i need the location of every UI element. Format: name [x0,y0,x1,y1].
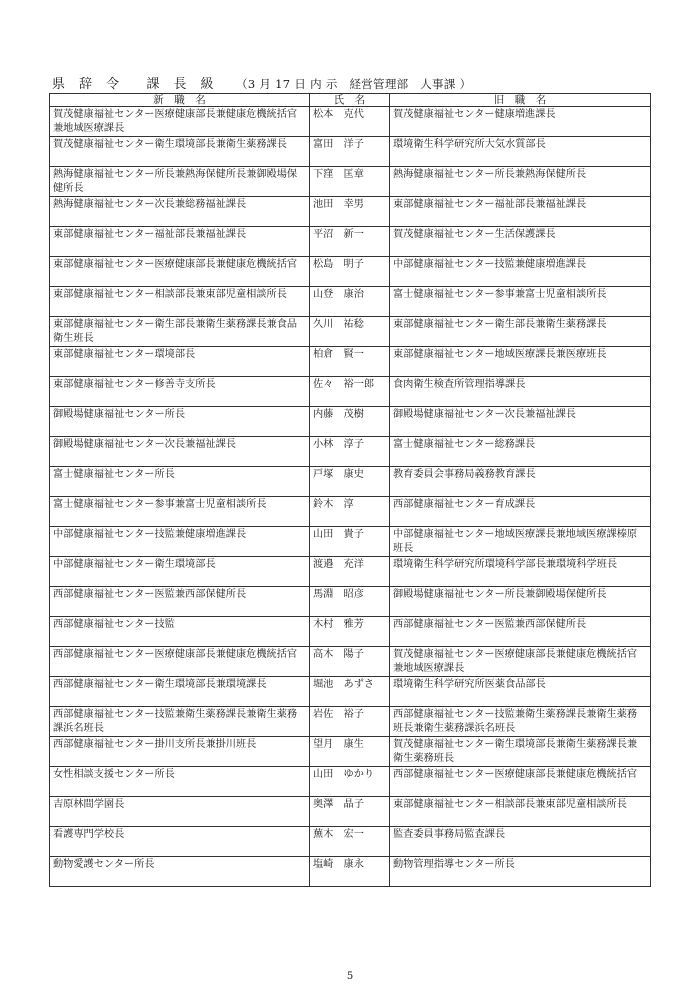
table-row [50,257,651,287]
old-post-cell: 東部健康福祉センター衛生部長兼衛生薬務課長 [390,317,651,347]
announcement-note: （3 月 17 日 内 示 経営管理部 人事課 ） [236,77,472,91]
new-post-cell: 東部健康福祉センター環境部長 [50,347,310,377]
old-post-cell: 中部健康福祉センター技監兼健康増進課長 [390,257,651,287]
name-cell: 渡邉 充洋 [310,557,390,587]
table-row [50,557,651,587]
new-post-cell: 西部健康福祉センター技監兼衛生薬務課長兼衛生薬務課浜名班長 [50,707,310,737]
old-post-cell: 御殿場健康福祉センター所長兼御殿場保健所長 [390,587,651,617]
name-cell: 岩佐 裕子 [310,707,390,737]
page-header [52,73,650,92]
name-cell: 松島 明子 [310,257,390,287]
new-post-cell: 東部健康福祉センター医療健康部長兼健康危機統括官 [50,257,310,287]
table-row [50,167,651,197]
new-post-cell: 東部健康福祉センター福祉部長兼福祉課長 [50,227,310,257]
old-post-cell: 東部健康福祉センター福祉部長兼福祉課長 [390,197,651,227]
old-post-cell: 環境衛生科学研究所医薬食品部長 [390,677,651,707]
old-post-cell: 西部健康福祉センター医監兼西部保健所長 [390,617,651,647]
column-header-name: 氏 名 [310,94,390,107]
table-row [50,587,651,617]
table-row [50,527,651,557]
old-post-cell: 西部健康福祉センター技監兼衛生薬務課長兼衛生薬務班長兼衛生薬務課浜名班長 [390,707,651,737]
old-post-cell: 教育委員会事務局義務教育課長 [390,467,651,497]
old-post-cell: 賀茂健康福祉センター生活保護課長 [390,227,651,257]
name-cell: 山田 貴子 [310,527,390,557]
name-cell: 佐々 裕一郎 [310,377,390,407]
new-post-cell: 西部健康福祉センター医監兼西部保健所長 [50,587,310,617]
name-cell: 柏倉 賢一 [310,347,390,377]
old-post-cell: 動物管理指導センター所長 [390,857,651,887]
table-row [50,437,651,467]
name-cell: 松本 克代 [310,107,390,137]
table-row [50,647,651,677]
name-cell: 蕪木 宏一 [310,827,390,857]
column-header-old-post: 旧 職 名 [390,94,651,107]
new-post-cell: 吉原林間学園長 [50,797,310,827]
table-header-row [50,94,651,107]
old-post-cell: 西部健康福祉センター育成課長 [390,497,651,527]
name-cell: 山田 ゆかり [310,767,390,797]
table-body [50,107,651,887]
table-row [50,197,651,227]
name-cell: 下窪 匡章 [310,167,390,197]
table-row [50,677,651,707]
table-row [50,107,651,137]
new-post-cell: 中部健康福祉センター衛生環境部長 [50,557,310,587]
table-row [50,617,651,647]
new-post-cell: 東部健康福祉センター相談部長兼東部児童相談所長 [50,287,310,317]
table-row [50,377,651,407]
new-post-cell: 西部健康福祉センター掛川支所長兼掛川班長 [50,737,310,767]
old-post-cell: 御殿場健康福祉センター次長兼福祉課長 [390,407,651,437]
table-row [50,407,651,437]
new-post-cell: 女性相談支援センター所長 [50,767,310,797]
table-row [50,227,651,257]
name-cell: 久川 祐稔 [310,317,390,347]
new-post-cell: 西部健康福祉センター技監 [50,617,310,647]
new-post-cell: 賀茂健康福祉センター医療健康部長兼健康危機統括官兼地域医療課長 [50,107,310,137]
personnel-table [49,93,651,887]
old-post-cell: 食肉衛生検査所管理指導課長 [390,377,651,407]
new-post-cell: 賀茂健康福祉センター衛生環境部長兼衛生薬務課長 [50,137,310,167]
column-header-new-post: 新 職 名 [50,94,310,107]
new-post-cell: 御殿場健康福祉センター次長兼福祉課長 [50,437,310,467]
name-cell: 戸塚 康史 [310,467,390,497]
name-cell: 高木 陽子 [310,647,390,677]
old-post-cell: 環境衛生科学研究所環境科学部長兼環境科学班長 [390,557,651,587]
old-post-cell: 富士健康福祉センター総務課長 [390,437,651,467]
old-post-cell: 監査委員事務局監査課長 [390,827,651,857]
table-row [50,797,651,827]
old-post-cell: 中部健康福祉センター地域医療課長兼地域医療課榛原班長 [390,527,651,557]
new-post-cell: 東部健康福祉センター衛生部長兼衛生薬務課長兼食品衛生班長 [50,317,310,347]
new-post-cell: 御殿場健康福祉センター所長 [50,407,310,437]
old-post-cell: 東部健康福祉センター地域医療課長兼医療班長 [390,347,651,377]
table-row [50,287,651,317]
name-cell: 奥澤 晶子 [310,797,390,827]
new-post-cell: 西部健康福祉センター衛生環境部長兼環境課長 [50,677,310,707]
name-cell: 木村 雅芳 [310,617,390,647]
old-post-cell: 富士健康福祉センター参事兼富士児童相談所長 [390,287,651,317]
table-row [50,737,651,767]
name-cell: 富田 洋子 [310,137,390,167]
table-row [50,137,651,167]
name-cell: 馬淵 昭彦 [310,587,390,617]
new-post-cell: 東部健康福祉センター修善寺支所長 [50,377,310,407]
table-row [50,827,651,857]
name-cell: 小林 淳子 [310,437,390,467]
new-post-cell: 西部健康福祉センター医療健康部長兼健康危機統括官 [50,647,310,677]
name-cell: 鈴木 淳 [310,497,390,527]
table-row [50,347,651,377]
old-post-cell: 環境衛生科学研究所大気水質部長 [390,137,651,167]
new-post-cell: 富士健康福祉センター所長 [50,467,310,497]
table-row [50,857,651,887]
table-row [50,707,651,737]
old-post-cell: 賀茂健康福祉センター衛生環境部長兼衛生薬務課長兼衛生薬務班長 [390,737,651,767]
old-post-cell: 賀茂健康福祉センター健康増進課長 [390,107,651,137]
new-post-cell: 富士健康福祉センター参事兼富士児童相談所長 [50,497,310,527]
new-post-cell: 看護専門学校長 [50,827,310,857]
old-post-cell: 東部健康福祉センター相談部長兼東部児童相談所長 [390,797,651,827]
old-post-cell: 賀茂健康福祉センター医療健康部長兼健康危機統括官兼地域医療課長 [390,647,651,677]
table-row [50,467,651,497]
name-cell: 山登 康治 [310,287,390,317]
page-number: 5 [346,971,354,982]
new-post-cell: 熱海健康福祉センター所長兼熱海保健所長兼御殿場保健所長 [50,167,310,197]
table-row [50,767,651,797]
document-title: 県 辞 令 課 長 級 [52,77,215,92]
name-cell: 平沼 新一 [310,227,390,257]
name-cell: 内藤 茂樹 [310,407,390,437]
new-post-cell: 中部健康福祉センター技監兼健康増進課長 [50,527,310,557]
table-row [50,497,651,527]
table-row [50,317,651,347]
name-cell: 堀池 あずさ [310,677,390,707]
old-post-cell: 熱海健康福祉センター所長兼熱海保健所長 [390,167,651,197]
new-post-cell: 動物愛護センター所長 [50,857,310,887]
name-cell: 池田 幸男 [310,197,390,227]
old-post-cell: 西部健康福祉センター医療健康部長兼健康危機統括官 [390,767,651,797]
name-cell: 望月 康生 [310,737,390,767]
name-cell: 塩崎 康永 [310,857,390,887]
new-post-cell: 熱海健康福祉センター次長兼総務福祉課長 [50,197,310,227]
